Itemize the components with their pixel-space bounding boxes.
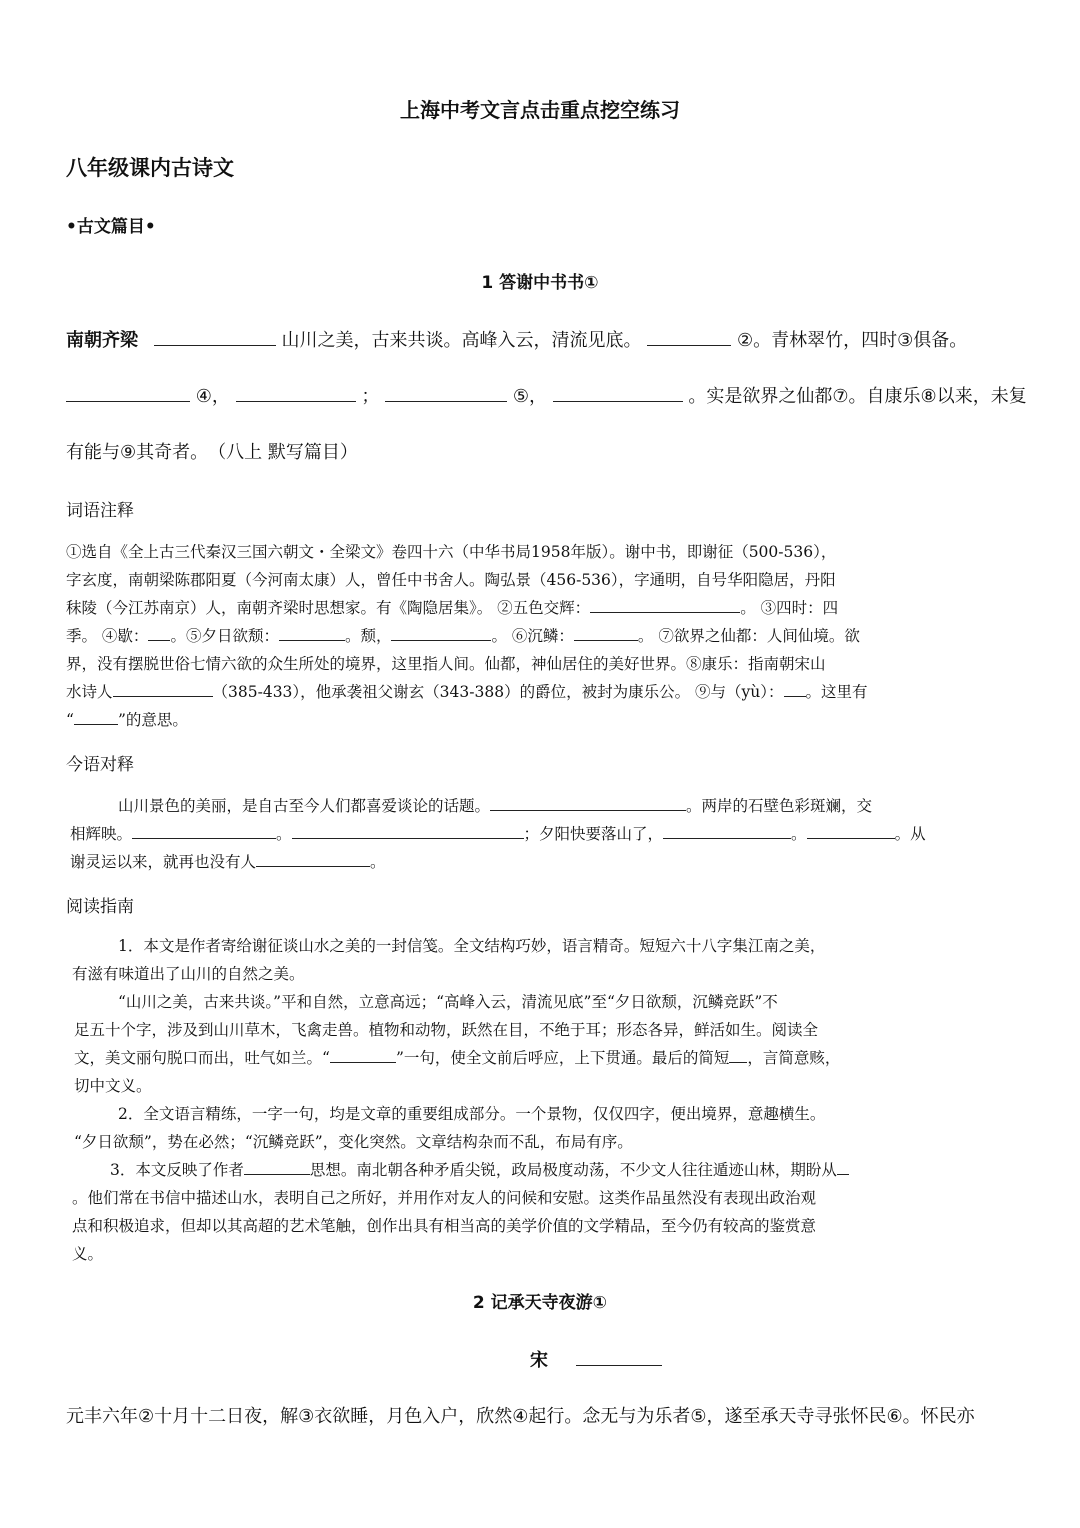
dynasty-label: 南朝齐梁: [66, 330, 138, 351]
note-fragment: 。 ③四时：四: [740, 599, 839, 617]
fill-blank[interactable]: [154, 327, 276, 346]
translation-fragment: 山川景色的美丽，是自古至今人们都喜爱谈论的话题。: [118, 797, 491, 815]
fill-blank[interactable]: [74, 709, 118, 726]
fill-blank[interactable]: [490, 795, 686, 812]
document-title: 上海中考文言点击重点挖空练习: [400, 98, 680, 122]
fill-blank[interactable]: [553, 383, 683, 402]
fill-blank[interactable]: [330, 1047, 396, 1064]
note-fragment: 水诗人: [66, 683, 113, 701]
fill-blank[interactable]: [279, 625, 345, 642]
guide-line: 切中文义。: [74, 1077, 152, 1095]
note-line: [66, 596, 1016, 618]
fill-blank[interactable]: [391, 625, 491, 642]
text-line: 元丰六年②十月十二日夜，解③衣欲睡，月色入户，欣然④起行。念无与为乐者⑤，遂至承天寺寻张怀民⑥。怀民亦: [66, 1406, 975, 1427]
guide-fragment: ”一句，使全文前后呼应，上下贯通。最后的简短: [395, 1049, 730, 1067]
fill-blank[interactable]: [576, 1347, 662, 1366]
guide-line: 足五十个字，涉及到山川草木，飞禽走兽。植物和动物，跃然在目，不绝于耳；形态各异，鲜活如生。阅读全: [74, 1021, 819, 1039]
fill-blank[interactable]: [244, 1159, 310, 1176]
note-line: 字玄度，南朝梁陈郡阳夏（今河南太康）人，曾任中书舍人。陶弘景（456-536），字通明，自号华阳隐居，丹阳: [66, 571, 836, 589]
text-line-3: 有能与⑨其奇者。 （八上 默写篇目）: [66, 442, 358, 463]
note-fragment: 。颓，: [344, 627, 392, 645]
translation-fragment: 谢灵运以来，就再也没有人: [70, 853, 257, 871]
fill-blank[interactable]: [729, 1047, 747, 1064]
translation-fragment: 。: [370, 853, 386, 871]
guide-line: 点和积极追求，但却以其高超的艺术笔触，创作出具有相当高的美学价值的文学精品，至今仍有较高的鉴赏意: [72, 1217, 817, 1235]
fill-blank[interactable]: [148, 625, 170, 642]
fill-blank[interactable]: [236, 383, 356, 402]
fill-blank[interactable]: [66, 383, 190, 402]
category-heading: •古文篇目•: [66, 217, 156, 237]
author-line: [530, 1346, 662, 1372]
guide-line: 有滋有味道出了山川的自然之美。: [72, 965, 305, 983]
fill-blank[interactable]: [784, 681, 806, 698]
text-fragment: 山川之美，古来共谈。高峰入云，清流见底。: [281, 330, 642, 351]
text-fragment: ⑤，: [512, 386, 547, 407]
guide-line: 1．本文是作者寄给谢征谈山水之美的一封信笺。全文结构巧妙，语言精奇。短短六十八字集江南之美，: [118, 937, 826, 955]
text-fragment: 。实是欲界之仙都⑦。自康乐⑧以来，未复: [688, 386, 1027, 407]
translation-fragment: 。: [276, 825, 292, 843]
fill-blank[interactable]: [663, 823, 791, 840]
guide-line: “山川之美，古来共谈。”平和自然，立意高远；“高峰入云，清流见底”至“夕日欲颓，沉鳞竞跃”不: [118, 993, 778, 1011]
fill-blank[interactable]: [256, 851, 370, 868]
section2-heading: 2 记承天寺夜游①: [472, 1293, 608, 1313]
note-fragment: 。 ⑥沉鳞：: [491, 627, 574, 645]
note-fragment: 。 ⑦欲界之仙都：人间仙境。欲: [637, 627, 860, 645]
guide-line: 2．全文语言精练，一字一句，均是文章的重要组成部分。一个景物，仅仅四字，便出境界，意趣横生。: [118, 1105, 826, 1123]
note-line: [66, 680, 1016, 702]
guide-line: 义。: [72, 1245, 104, 1263]
translation-line: [118, 794, 1018, 816]
fill-blank[interactable]: [590, 597, 740, 614]
translation-fragment: 。: [791, 825, 807, 843]
note-line: [66, 708, 1016, 730]
guide-fragment: 3．本文反映了作者: [110, 1161, 244, 1179]
grade-heading: 八年级课内古诗文: [66, 156, 234, 180]
translation-line: [70, 850, 1020, 872]
dynasty-label: 宋: [530, 1350, 548, 1371]
fill-blank[interactable]: [132, 823, 276, 840]
text-line-1: [66, 326, 1016, 352]
note-fragment: ”的意思。: [117, 711, 188, 729]
fill-blank[interactable]: [385, 383, 507, 402]
text-fragment: ；: [361, 386, 380, 407]
note-fragment: 秣陵（今江苏南京）人，南朝齐梁时思想家。有《陶隐居集》。 ②五色交辉：: [66, 599, 591, 617]
translation-heading: 今语对释: [66, 755, 134, 775]
section1-heading: 1 答谢中书书①: [481, 273, 599, 293]
fill-blank[interactable]: [807, 823, 895, 840]
translation-fragment: 。从: [894, 825, 926, 843]
note-line: ①选自《全上古三代秦汉三国六朝文・全梁文》卷四十六（中华书局1958年版）。谢中书，即谢征（500-536），: [66, 543, 837, 561]
guide-line: [74, 1046, 1024, 1068]
translation-line: [70, 822, 1020, 844]
note-fragment: “: [66, 711, 74, 729]
guide-fragment: 思想。南北朝各种矛盾尖锐，政局极度动荡，不少文人往往遁迹山林，期盼从: [309, 1161, 837, 1179]
note-fragment: 。这里有: [805, 683, 868, 701]
note-line: [66, 624, 1016, 646]
guide-fragment: ，言简意赅，: [747, 1049, 841, 1067]
fill-blank[interactable]: [837, 1159, 849, 1176]
note-fragment: 。⑤夕日欲颓：: [170, 627, 279, 645]
note-fragment: 季。 ④歇：: [66, 627, 149, 645]
guide-line: “夕日欲颓”，势在必然；“沉鳞竞跃”，变化突然。文章结构杂而不乱，布局有序。: [74, 1133, 633, 1151]
fill-blank[interactable]: [113, 681, 213, 698]
text-fragment: ②。青林翠竹，四时③俱备。: [736, 330, 968, 351]
text-fragment: ④，: [195, 386, 230, 407]
guide-fragment: 文，美文丽句脱口而出，吐气如兰。“: [74, 1049, 330, 1067]
translation-fragment: ；夕阳快要落山了，: [523, 825, 664, 843]
text-line-2: [66, 382, 1027, 408]
fill-blank[interactable]: [292, 823, 524, 840]
fill-blank[interactable]: [647, 327, 731, 346]
notes-heading: 词语注释: [66, 501, 134, 521]
fill-blank[interactable]: [574, 625, 638, 642]
note-fragment: （385-433），他承袭祖父谢玄（343-388）的爵位，被封为康乐公。 ⑨与（yù）：: [212, 683, 784, 701]
guide-line: [110, 1158, 1010, 1180]
translation-fragment: 。两岸的石壁色彩斑斓，交: [686, 797, 873, 815]
guide-line: 。他们常在书信中描述山水，表明自己之所好，并用作对友人的问候和安慰。这类作品虽然没有表现出政治观: [72, 1189, 817, 1207]
note-line: 界，没有摆脱世俗七情六欲的众生所处的境界，这里指人间。仙都，神仙居住的美好世界。⑧康乐：指南朝宋山: [66, 655, 826, 673]
translation-fragment: 相辉映。: [70, 825, 133, 843]
guide-heading: 阅读指南: [66, 897, 134, 917]
